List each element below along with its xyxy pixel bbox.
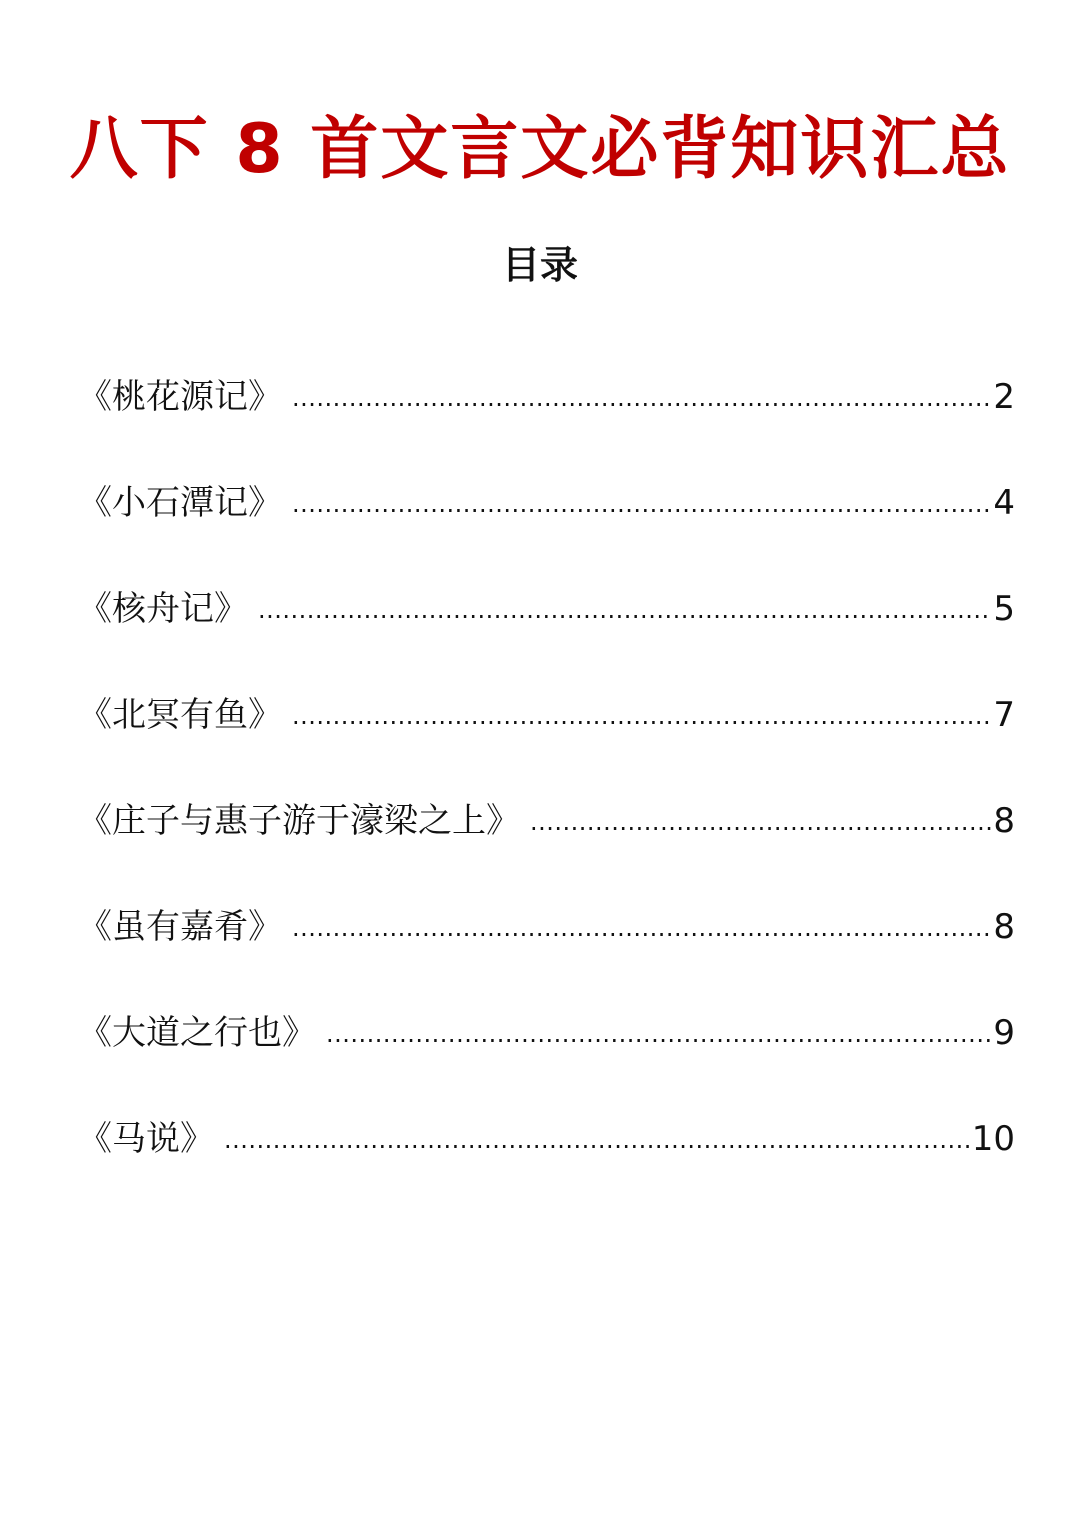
- toc-entry-title: 《马说》: [78, 1119, 214, 1159]
- toc-page-number: 2: [993, 377, 1015, 417]
- toc-entry[interactable]: [78, 900, 1015, 1006]
- toc-dot-leader: [292, 898, 991, 955]
- toc-entry[interactable]: [78, 1112, 1015, 1218]
- toc-entry-title: 《大道之行也》: [78, 1013, 316, 1053]
- toc-dot-leader: [326, 1004, 991, 1061]
- table-of-contents: [78, 370, 1015, 1218]
- toc-entry[interactable]: [78, 1006, 1015, 1112]
- toc-dot-leader: [530, 792, 991, 849]
- toc-entry-title: 《庄子与惠子游于濠梁之上》: [78, 801, 520, 841]
- toc-entry[interactable]: [78, 582, 1015, 688]
- toc-entry-title: 《虽有嘉肴》: [78, 907, 282, 947]
- toc-entry[interactable]: [78, 370, 1015, 476]
- toc-page-number: 9: [993, 1013, 1015, 1053]
- toc-page-number: 4: [993, 483, 1015, 523]
- document-title: 八下 8 首文言文必背知识汇总: [69, 110, 1011, 189]
- toc-entry-title: 《小石潭记》: [78, 483, 282, 523]
- toc-dot-leader: [292, 474, 991, 531]
- toc-page-number: 7: [993, 695, 1015, 735]
- toc-page-number: 8: [993, 801, 1015, 841]
- toc-entry[interactable]: [78, 476, 1015, 582]
- toc-page-number: 10: [971, 1119, 1015, 1159]
- toc-dot-leader: [292, 368, 991, 425]
- toc-entry-title: 《桃花源记》: [78, 377, 282, 417]
- toc-dot-leader: [258, 580, 991, 637]
- toc-dot-leader: [224, 1110, 970, 1167]
- toc-entry-title: 《北冥有鱼》: [78, 695, 282, 735]
- toc-page-number: 5: [993, 589, 1015, 629]
- toc-dot-leader: [292, 686, 991, 743]
- toc-heading: 目录: [501, 243, 578, 287]
- toc-entry[interactable]: [78, 794, 1015, 900]
- toc-page-number: 8: [993, 907, 1015, 947]
- toc-entry[interactable]: [78, 688, 1015, 794]
- toc-entry-title: 《核舟记》: [78, 589, 248, 629]
